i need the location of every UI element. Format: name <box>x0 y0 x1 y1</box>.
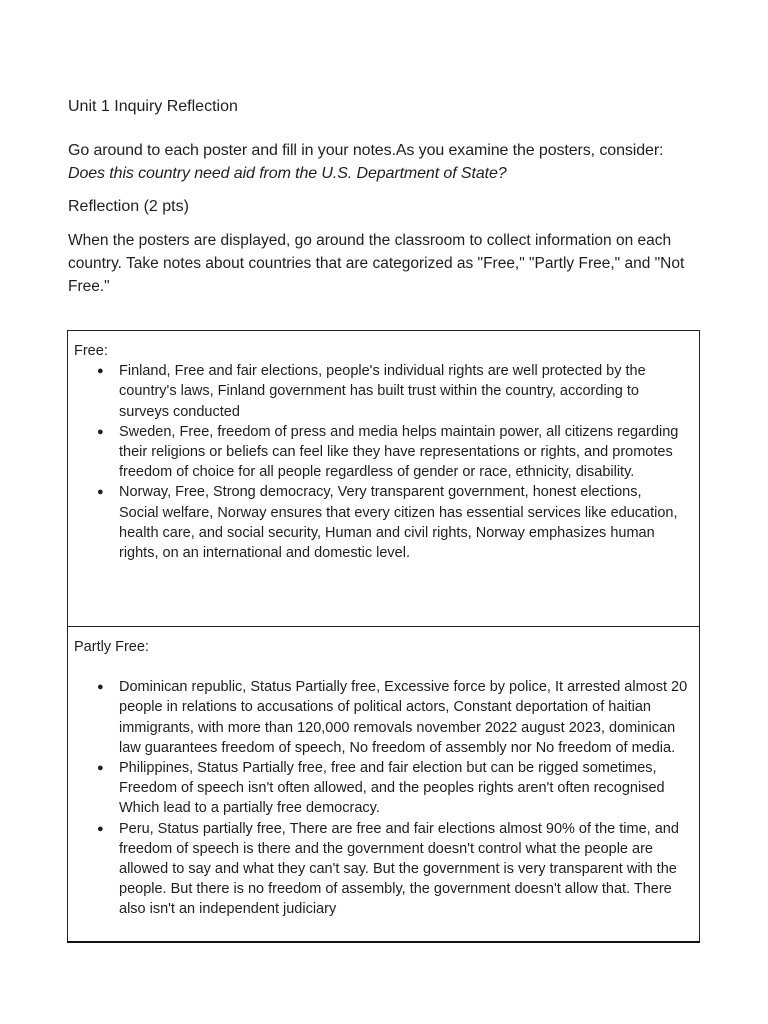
norway-continuation: Social welfare, Norway ensures that every citizen has essential services like education, health care, and social security, Human and civil rights, Norway emphasizes human rights, on an international and domestic level. <box>119 504 678 562</box>
reflection-heading: Reflection (2 pts) <box>68 198 189 215</box>
partly-free-cell[interactable] <box>68 627 700 943</box>
list-item-peru: ● Peru, Status partially free, There are free and fair elections almost 90% of the time, and freedom of speech is there and the government doesn't control what the people are allowed to say and what they can't say. But the government is very transparent with the people. But there is no freedom of assembly, the government doesn't allow that. There also isn't an independent judiciary <box>119 819 689 920</box>
instructions-text: Go around to each poster and fill in your notes.As you examine the posters, consider: <box>68 142 664 159</box>
list-item-finland: ● Finland, Free and fair elections, people's individual rights are well protected by the country's laws, Finland government has built trust within the country, according to surveys conducted <box>119 361 689 422</box>
list-item-philippines: ● Philippines, Status Partially free, free and fair election but can be rigged sometimes, Freedom of speech isn't often allowed, and the peoples rights aren't often recognised Which lead to a partially free democracy. <box>119 758 689 819</box>
blank-line <box>74 657 689 677</box>
free-list <box>74 361 689 563</box>
page-title: Unit 1 Inquiry Reflection <box>68 98 238 115</box>
free-row <box>68 331 700 627</box>
guiding-question: Does this country need aid from the U.S. Department of State? <box>68 165 507 182</box>
norway-text: Norway, Free, Strong democracy, Very transparent government, honest elections, <box>119 484 642 501</box>
notes-table <box>67 330 700 943</box>
document-page <box>68 96 708 298</box>
free-cell[interactable] <box>68 331 700 627</box>
partly-free-list <box>74 677 689 919</box>
instructions <box>68 139 708 185</box>
list-item-sweden: ● Sweden, Free, freedom of press and media helps maintain power, all citizens regarding their religions or beliefs can feel like they have representations or rights, and promotes freedom of choice for all people regardless of gender or race, ethnicity, disability. <box>119 422 689 483</box>
partly-free-row <box>68 627 700 943</box>
free-label: Free: <box>74 343 108 359</box>
list-item-norway <box>119 482 689 563</box>
reflection-instructions: When the posters are displayed, go around the classroom to collect information on each country. Take notes about countries that are categorized as "Free," "Partly Free," and "Not Free." <box>68 232 685 295</box>
list-item-dominican-republic: ● Dominican republic, Status Partially free, Excessive force by police, It arrested almost 20 people in relations to accusations of political actors, Constant deportation of haitian immigrants, with more than 120,000 removals november 2022 august 2023, dominican law guarantees freedom of speech, No freedom of assembly nor No freedom of media. <box>119 677 689 758</box>
partly-free-label: Partly Free: <box>74 639 149 655</box>
